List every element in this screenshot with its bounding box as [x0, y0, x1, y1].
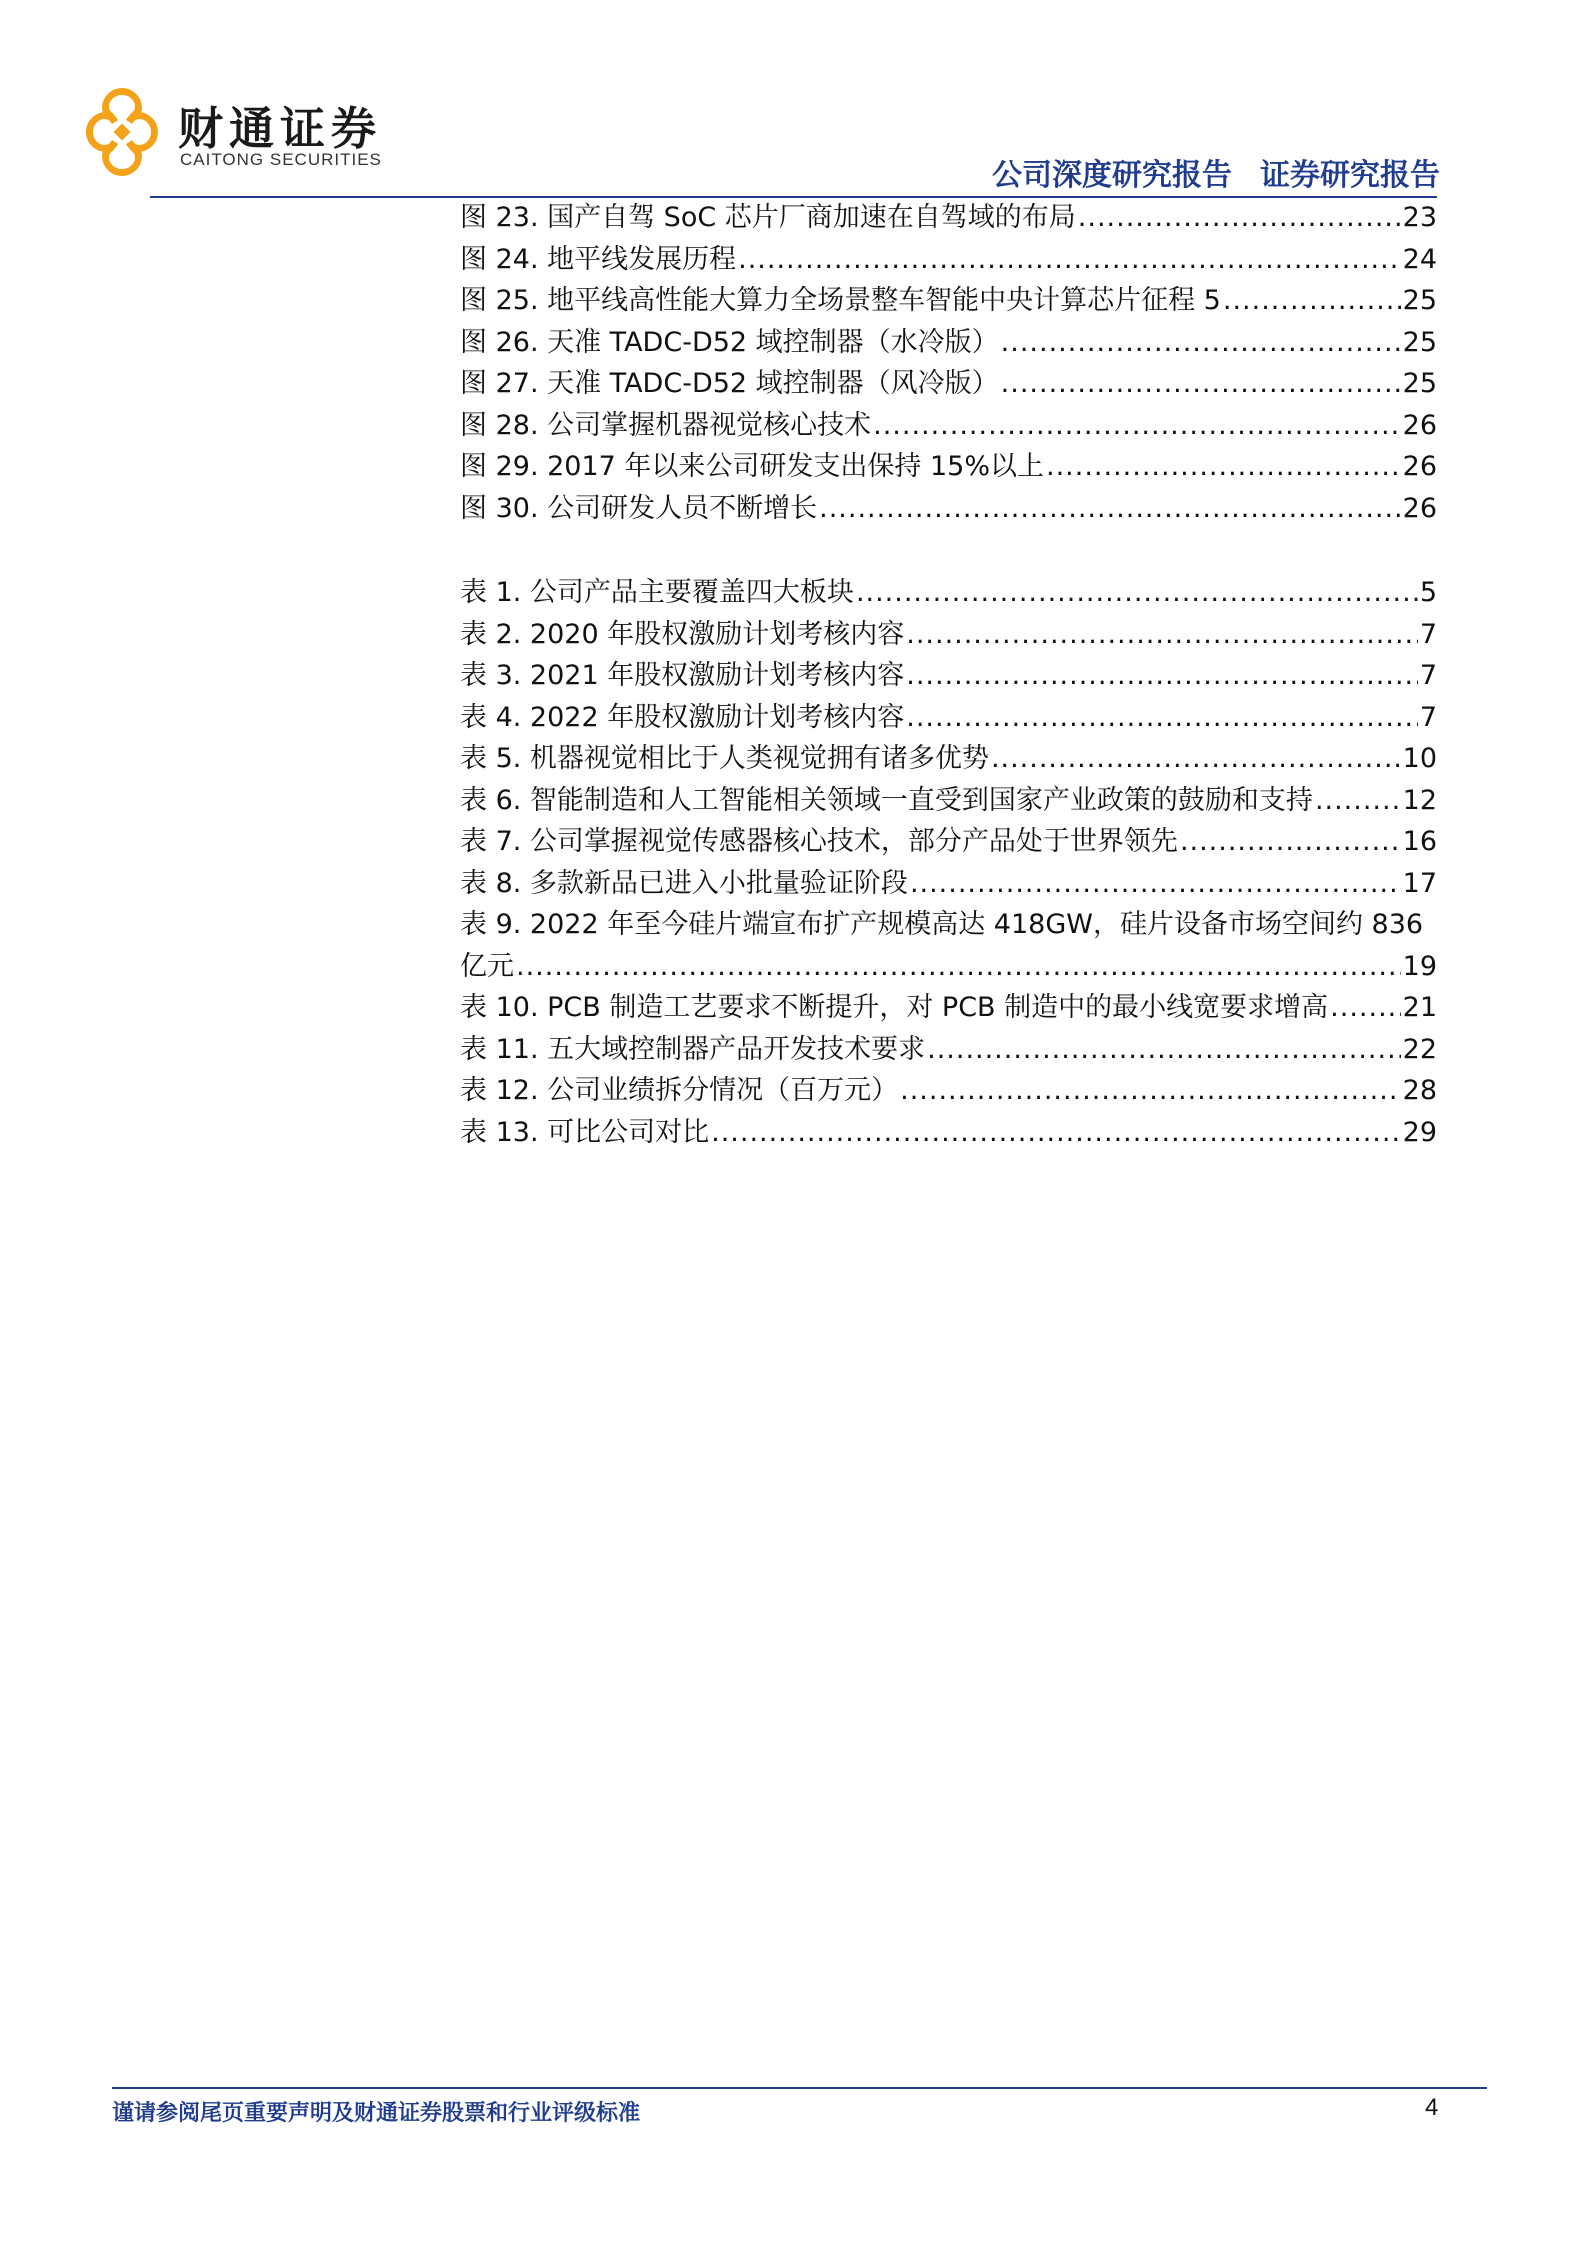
report-type-header [992, 150, 1440, 194]
toc-entry-page: 21 [1402, 992, 1437, 1023]
toc-entry-page: 23 [1402, 202, 1437, 233]
toc-entry[interactable] [460, 197, 1437, 239]
toc-entry-title: 图 28. 公司掌握机器视觉核心技术 [460, 409, 872, 441]
toc-entry[interactable] [460, 322, 1437, 364]
toc-entry-title: 表 2. 2020 年股权激励计划考核内容 [460, 618, 905, 650]
toc-entry-title: 图 26. 天准 TADC-D52 域控制器（水冷版） [460, 326, 999, 358]
toc-entry-title: 图 27. 天准 TADC-D52 域控制器（风冷版） [460, 368, 999, 399]
toc-entry[interactable] [460, 697, 1437, 739]
brand-name-en: CAITONG SECURITIES [180, 150, 382, 169]
report-type: 公司深度研究报告 [992, 158, 1232, 193]
toc-entry-title: 表 12. 公司业绩拆分情况（百万元） [460, 1075, 899, 1106]
toc-entry-page: 5 [1419, 577, 1437, 608]
table-list [460, 572, 1437, 1153]
toc-entry-title: 表 13. 可比公司对比 [460, 1116, 710, 1148]
toc-entry-page: 26 [1402, 492, 1437, 524]
footer-divider [112, 2087, 1487, 2089]
toc-entry-page: 7 [1419, 618, 1437, 650]
toc-entry-title: 表 7. 公司掌握视觉传感器核心技术，部分产品处于世界领先 [460, 826, 1178, 857]
toc-entry-page: 10 [1402, 743, 1437, 774]
toc-entry[interactable] [460, 1070, 1437, 1112]
toc-entry-title: 表 9. 2022 年至今硅片端宣布扩产规模高达 418GW，硅片设备市场空间约 836 [460, 909, 1424, 940]
toc-entry-page: 7 [1419, 660, 1437, 691]
toc-entry-page: 25 [1402, 368, 1437, 399]
toc-entry-page: 29 [1402, 1116, 1437, 1148]
toc-entry-title: 图 24. 地平线发展历程 [460, 243, 737, 275]
toc-entry[interactable] [460, 405, 1437, 447]
caitong-logo-icon [82, 84, 162, 180]
toc-entry-page: 16 [1402, 826, 1437, 857]
toc-entry-title: 表 1. 公司产品主要覆盖四大板块 [460, 577, 854, 608]
toc-entry-page: 24 [1402, 243, 1437, 275]
toc-entry-title: 表 10. PCB 制造工艺要求不断提升，对 PCB 制造中的最小线宽要求增高 [460, 992, 1329, 1023]
toc-entry-page: 22 [1402, 1033, 1437, 1065]
toc-entry-title-continued: 亿元 [460, 950, 514, 982]
toc-entry-page: 19 [1402, 950, 1437, 982]
footer-disclaimer: 谨请参阅尾页重要声明及财通证券股票和行业评级标准 [112, 2101, 641, 2126]
report-category: 证券研究报告 [1260, 158, 1440, 193]
toc-entry-title: 表 6. 智能制造和人工智能相关领域一直受到国家产业政策的鼓励和支持 [460, 784, 1313, 816]
toc-entry-line1[interactable] [460, 904, 1437, 946]
toc-entry-page: 26 [1402, 451, 1437, 482]
toc-entry[interactable] [460, 738, 1437, 780]
toc-entry-page: 25 [1402, 285, 1437, 316]
toc-entry-page: 7 [1419, 701, 1437, 733]
toc-entry[interactable] [460, 614, 1437, 656]
toc-entry-title: 图 25. 地平线高性能大算力全场景整车智能中央计算芯片征程 5 [460, 285, 1221, 316]
toc-entry[interactable] [460, 1029, 1437, 1071]
toc-entry-page: 17 [1402, 867, 1437, 899]
toc-entry-title: 表 3. 2021 年股权激励计划考核内容 [460, 660, 905, 691]
toc-entry[interactable] [460, 572, 1437, 614]
toc-entry-title: 表 11. 五大域控制器产品开发技术要求 [460, 1033, 926, 1065]
toc-entry-page: 25 [1402, 326, 1437, 358]
toc-entry-page: 12 [1402, 784, 1437, 816]
toc-entry[interactable] [460, 821, 1437, 863]
toc-entry[interactable] [460, 780, 1437, 822]
figure-list [460, 197, 1437, 529]
toc-entry[interactable] [460, 863, 1437, 905]
page-number: 4 [1425, 2094, 1439, 2121]
toc-entry-title: 图 30. 公司研发人员不断增长 [460, 492, 818, 524]
toc-entry-title: 图 23. 国产自驾 SoC 芯片厂商加速在自驾域的布局 [460, 202, 1076, 233]
toc-entry-title: 表 8. 多款新品已进入小批量验证阶段 [460, 867, 908, 899]
toc-entry-title: 表 5. 机器视觉相比于人类视觉拥有诸多优势 [460, 743, 989, 774]
toc-entry[interactable] [460, 239, 1437, 281]
toc-entry-title: 图 29. 2017 年以来公司研发支出保持 15%以上 [460, 451, 1044, 482]
brand-name-cn: 财通证券 [178, 102, 383, 155]
toc-entry[interactable] [460, 655, 1437, 697]
toc-entry[interactable] [460, 488, 1437, 530]
toc-entry[interactable] [460, 446, 1437, 488]
toc-entry[interactable] [460, 987, 1437, 1029]
toc-entry[interactable] [460, 363, 1437, 405]
toc-entry-page: 28 [1402, 1075, 1437, 1106]
toc-entry[interactable] [460, 280, 1437, 322]
toc-entry-line2[interactable] [460, 946, 1437, 988]
toc-entry-title: 表 4. 2022 年股权激励计划考核内容 [460, 701, 905, 733]
toc-entry-page: 26 [1402, 409, 1437, 441]
toc-entry[interactable] [460, 1112, 1437, 1154]
